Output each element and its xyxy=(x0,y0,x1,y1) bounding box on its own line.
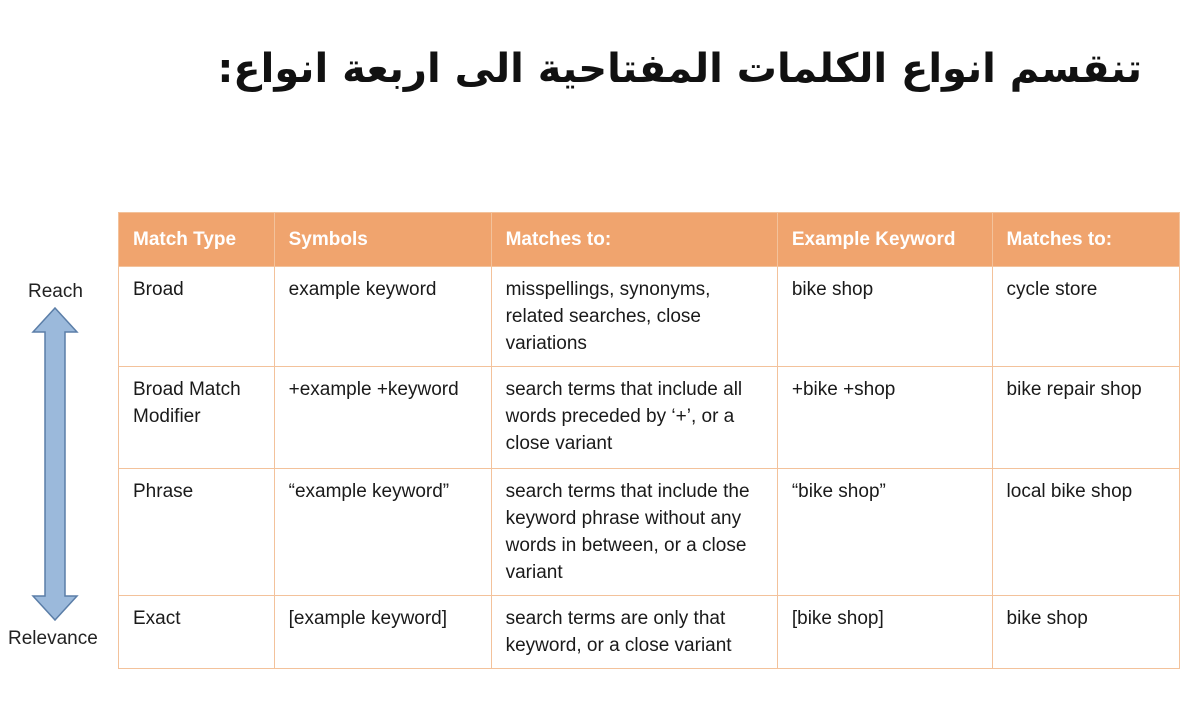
cell-matches-to: search terms that include the keyword phrase without any words in between, or a close variant xyxy=(491,469,777,596)
table-row xyxy=(119,267,1180,367)
table-header-row xyxy=(119,213,1180,267)
header-match-type: Match Type xyxy=(119,213,275,267)
cell-matches-to: search terms are only that keyword, or a close variant xyxy=(491,596,777,669)
match-type-table xyxy=(118,212,1180,669)
cell-matches-to: search terms that include all words preceded by ‘+’, or a close variant xyxy=(491,367,777,469)
cell-example-matches-to: cycle store xyxy=(992,267,1179,367)
table-row xyxy=(119,367,1180,469)
cell-symbols: +example +keyword xyxy=(274,367,491,469)
header-symbols: Symbols xyxy=(274,213,491,267)
header-example-matches-to: Matches to: xyxy=(992,213,1179,267)
cell-example-keyword: [bike shop] xyxy=(777,596,992,669)
page-title: تنقسم انواع الكلمات المفتاحية الى اربعة انواع: xyxy=(217,46,1142,92)
cell-example-keyword: +bike +shop xyxy=(777,367,992,469)
cell-match-type: Exact xyxy=(119,596,275,669)
cell-symbols: example keyword xyxy=(274,267,491,367)
cell-match-type: Broad xyxy=(119,267,275,367)
header-matches-to: Matches to: xyxy=(491,213,777,267)
cell-match-type: Broad Match Modifier xyxy=(119,367,275,469)
cell-example-keyword: bike shop xyxy=(777,267,992,367)
cell-symbols: [example keyword] xyxy=(274,596,491,669)
cell-example-keyword: “bike shop” xyxy=(777,469,992,596)
cell-symbols: “example keyword” xyxy=(274,469,491,596)
reach-label: Reach xyxy=(28,281,83,302)
table-row xyxy=(119,469,1180,596)
cell-matches-to: misspellings, synonyms, related searches, close variations xyxy=(491,267,777,367)
double-arrow-icon xyxy=(30,306,80,624)
relevance-label: Relevance xyxy=(8,628,98,649)
reach-relevance-arrow xyxy=(33,308,77,620)
cell-example-matches-to: bike repair shop xyxy=(992,367,1179,469)
header-example-keyword: Example Keyword xyxy=(777,213,992,267)
table-row xyxy=(119,596,1180,669)
cell-example-matches-to: bike shop xyxy=(992,596,1179,669)
cell-example-matches-to: local bike shop xyxy=(992,469,1179,596)
cell-match-type: Phrase xyxy=(119,469,275,596)
